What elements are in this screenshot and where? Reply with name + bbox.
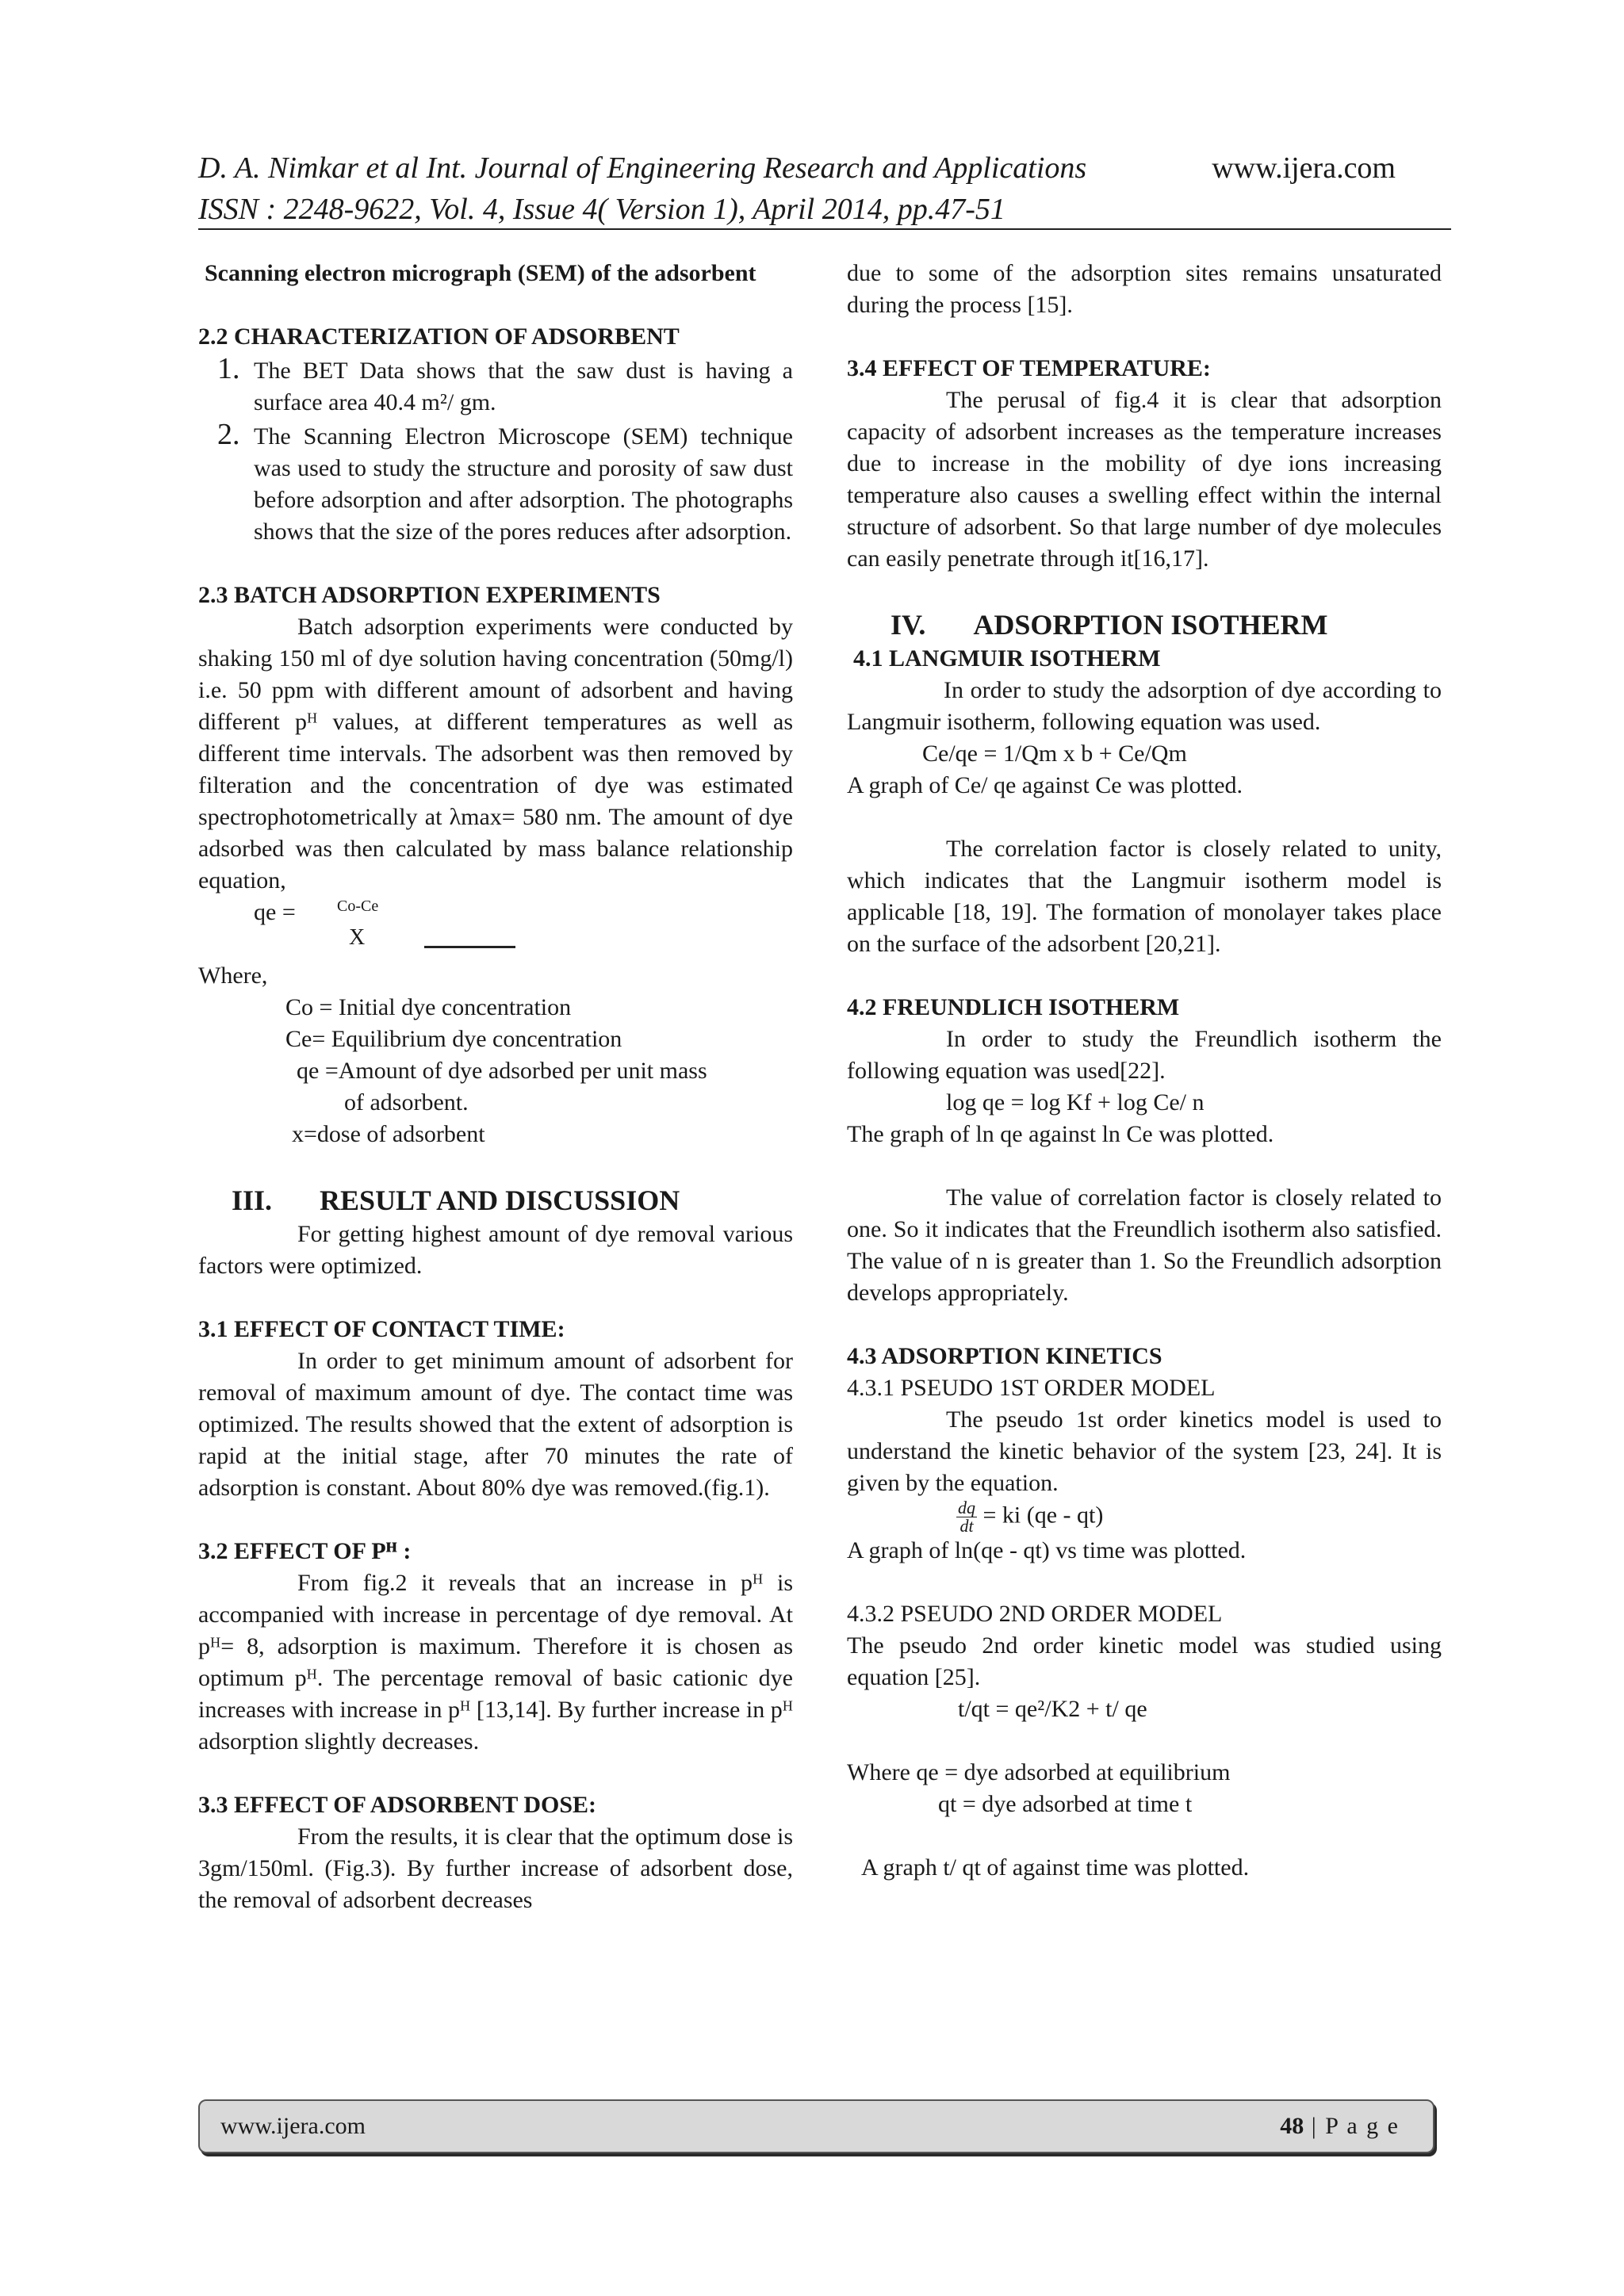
where-qe-cont: of adsorbent.: [344, 1089, 469, 1115]
issn-line: ISSN : 2248-9622, Vol. 4, Issue 4( Version 1), April 2014, pp.47-51: [198, 193, 1005, 226]
pseudo-first-order-graph-note: A graph of ln(qe - qt) vs time was plotted.: [847, 1537, 1247, 1563]
sem-caption: Scanning electron micrograph (SEM) of the adsorbent: [205, 260, 756, 286]
section-2-3-text: Batch adsorption experiments were conducted by shaking 150 ml of dye solution having concentration (50mg/l) i.e. 50 ppm with different amount of adsorbent and having different pᴴ values, at different temperatures as well as different time intervals. The adsorbent was then removed by filteration and the concentration of dye was estimated spectrophotometrically at λmax= 580 nm. The amount of dye adsorbed was then calculated by mass balance relationship equation,: [198, 614, 793, 894]
header-rule: [198, 228, 1451, 230]
mass-balance-equation: [198, 897, 793, 960]
section-4-heading: [847, 607, 1442, 643]
section-3-number: III.: [232, 1184, 273, 1216]
section-2-2-title: 2.2 CHARACTERIZATION OF ADSORBENT: [198, 323, 680, 350]
langmuir-graph-note: A graph of Ce/ qe against Ce was plotted.: [847, 772, 1243, 798]
right-column: [847, 258, 1442, 1884]
section-3-heading: [198, 1182, 793, 1219]
freundlich-graph-note: The graph of ln qe against ln Ce was plotted.: [847, 1121, 1274, 1147]
freundlich-equation: log qe = log Kf + log Ce/ n: [946, 1089, 1205, 1115]
section-3-4-title: 3.4 EFFECT OF TEMPERATURE:: [847, 355, 1211, 381]
page-header: [198, 151, 1451, 232]
page-number: 48: [1280, 2113, 1304, 2139]
where-qt-definition: qt = dye adsorbed at time t: [938, 1791, 1193, 1817]
section-3-text: For getting highest amount of dye removal various factors were optimized.: [198, 1221, 793, 1279]
section-4-1-title: 4.1 LANGMUIR ISOTHERM: [853, 645, 1161, 672]
characterization-list: [198, 353, 793, 548]
where-x: x=dose of adsorbent: [292, 1121, 485, 1147]
section-2-3-title: 2.3 BATCH ADSORPTION EXPERIMENTS: [198, 582, 661, 608]
section-3-1-text: In order to get minimum amount of adsorbent for removal of maximum amount of dye. The contact time was optimized. The results showed that the extent of adsorption is rapid at the initial stage, after 70 minutes the rate of adsorption is constant. About 80% dye was removed.(fig.1).: [198, 1348, 793, 1501]
header-line-1: [198, 151, 1451, 192]
pseudo-first-order-rhs: = ki (qe - qt): [982, 1502, 1104, 1529]
section-4-3-1-text: The pseudo 1st order kinetics model is used to understand the kinetic behavior of the system [23, 24]. It is given by the equation.: [847, 1406, 1442, 1496]
section-4-1-text: In order to study the adsorption of dye according to Langmuir isotherm, following equation was used.: [847, 677, 1442, 735]
where-label: Where,: [198, 962, 268, 989]
where-qe-definition: Where qe = dye adsorbed at equilibrium: [847, 1759, 1231, 1785]
final-graph-note: A graph t/ qt of against time was plotted.: [861, 1854, 1250, 1881]
section-3-2-text: From fig.2 it reveals that an increase in pᴴ is accompanied with increase in percentage of dye removal. At pᴴ= 8, adsorption is maximum. Therefore it is chosen as optimum pᴴ. The percentage removal of basic cationic dye increases with increase in pᴴ [13,14]. By further increase in pᴴ adsorption slightly decreases.: [198, 1570, 793, 1755]
langmuir-correlation-text: The correlation factor is closely related to unity, which indicates that the Langmuir isotherm model is applicable [18, 19]. The formation of monolayer takes place on the surface of the adsorbent [20,21].: [847, 836, 1442, 957]
equation-rule: [424, 946, 515, 948]
pseudo-second-order-equation: t/qt = qe²/K2 + t/ qe: [958, 1696, 1147, 1722]
section-3-2-title: 3.2 EFFECT OF Pᴴ :: [198, 1538, 412, 1564]
section-4-3-1-title: 4.3.1 PSEUDO 1ST ORDER MODEL: [847, 1375, 1216, 1401]
characterization-item-2: 2. The Scanning Electron Microscope (SEM) technique was used to study the structure and porosity of saw dust before adsorption and after adsorption. The photographs shows that the size of the pores reduces after adsorption.: [247, 419, 793, 548]
where-ce: Ce= Equilibrium dye concentration: [285, 1026, 622, 1052]
section-4-2-title: 4.2 FREUNDLICH ISOTHERM: [847, 994, 1180, 1020]
section-3-title: RESULT AND DISCUSSION: [320, 1184, 680, 1216]
characterization-item-1: 1. The BET Data shows that the saw dust is having a surface area 40.4 m²/ gm.: [247, 353, 793, 419]
left-column: [198, 258, 793, 1916]
page-footer: [198, 2099, 1434, 2153]
section-4-3-2-title: 4.3.2 PSEUDO 2ND ORDER MODEL: [847, 1601, 1223, 1627]
langmuir-equation: Ce/qe = 1/Qm x b + Ce/Qm: [922, 740, 1187, 767]
section-4-number: IV.: [891, 609, 926, 641]
pseudo-first-order-equation: [847, 1499, 1442, 1535]
section-3-3-continued: due to some of the adsorption sites remains unsaturated during the process [15].: [847, 260, 1442, 318]
section-3-3-title: 3.3 EFFECT OF ADSORBENT DOSE:: [198, 1792, 597, 1818]
freundlich-correlation-text: The value of correlation factor is closely related to one. So it indicates that the Freundlich isotherm also satisfied. The value of n is greater than 1. So the Freundlich adsorption develops appropriately.: [847, 1184, 1442, 1306]
where-qe: qe =Amount of dye adsorbed per unit mass: [297, 1058, 707, 1084]
section-4-2-text: In order to study the Freundlich isotherm the following equation was used[22].: [847, 1026, 1442, 1084]
page-label: | P a g e: [1311, 2113, 1400, 2139]
section-3-3-text: From the results, it is clear that the optimum dose is 3gm/150ml. (Fig.3). By further increase of adsorbent dose, the removal of adsorbent decreases: [198, 1823, 793, 1913]
footer-website[interactable]: www.ijera.com: [220, 2113, 366, 2139]
equation-numerator: Co-Ce: [337, 897, 379, 915]
equation-denominator: X: [349, 925, 366, 950]
equation-lhs: qe =: [254, 899, 296, 925]
section-3-4-text: The perusal of fig.4 it is clear that adsorption capacity of adsorbent increases as the temperature increases due to increase in the mobility of dye ions increasing temperature also causes a swelling effect within the internal structure of adsorbent. So that large number of dye molecules can easily penetrate through it[16,17].: [847, 387, 1442, 572]
section-4-3-2-text: The pseudo 2nd order kinetic model was studied using equation [25].: [847, 1632, 1442, 1690]
footer-page: [1280, 2101, 1400, 2152]
journal-citation: D. A. Nimkar et al Int. Journal of Engineering Research and Applications: [198, 151, 1087, 185]
section-4-title: ADSORPTION ISOTHERM: [973, 609, 1328, 641]
where-co: Co = Initial dye concentration: [285, 994, 572, 1020]
journal-website[interactable]: www.ijera.com: [1212, 151, 1396, 185]
section-4-3-title: 4.3 ADSORPTION KINETICS: [847, 1343, 1162, 1369]
derivative-fraction: [956, 1499, 977, 1535]
derivative-denominator: dt: [959, 1516, 974, 1536]
derivative-numerator: dq: [958, 1498, 975, 1517]
section-3-1-title: 3.1 EFFECT OF CONTACT TIME:: [198, 1316, 565, 1342]
